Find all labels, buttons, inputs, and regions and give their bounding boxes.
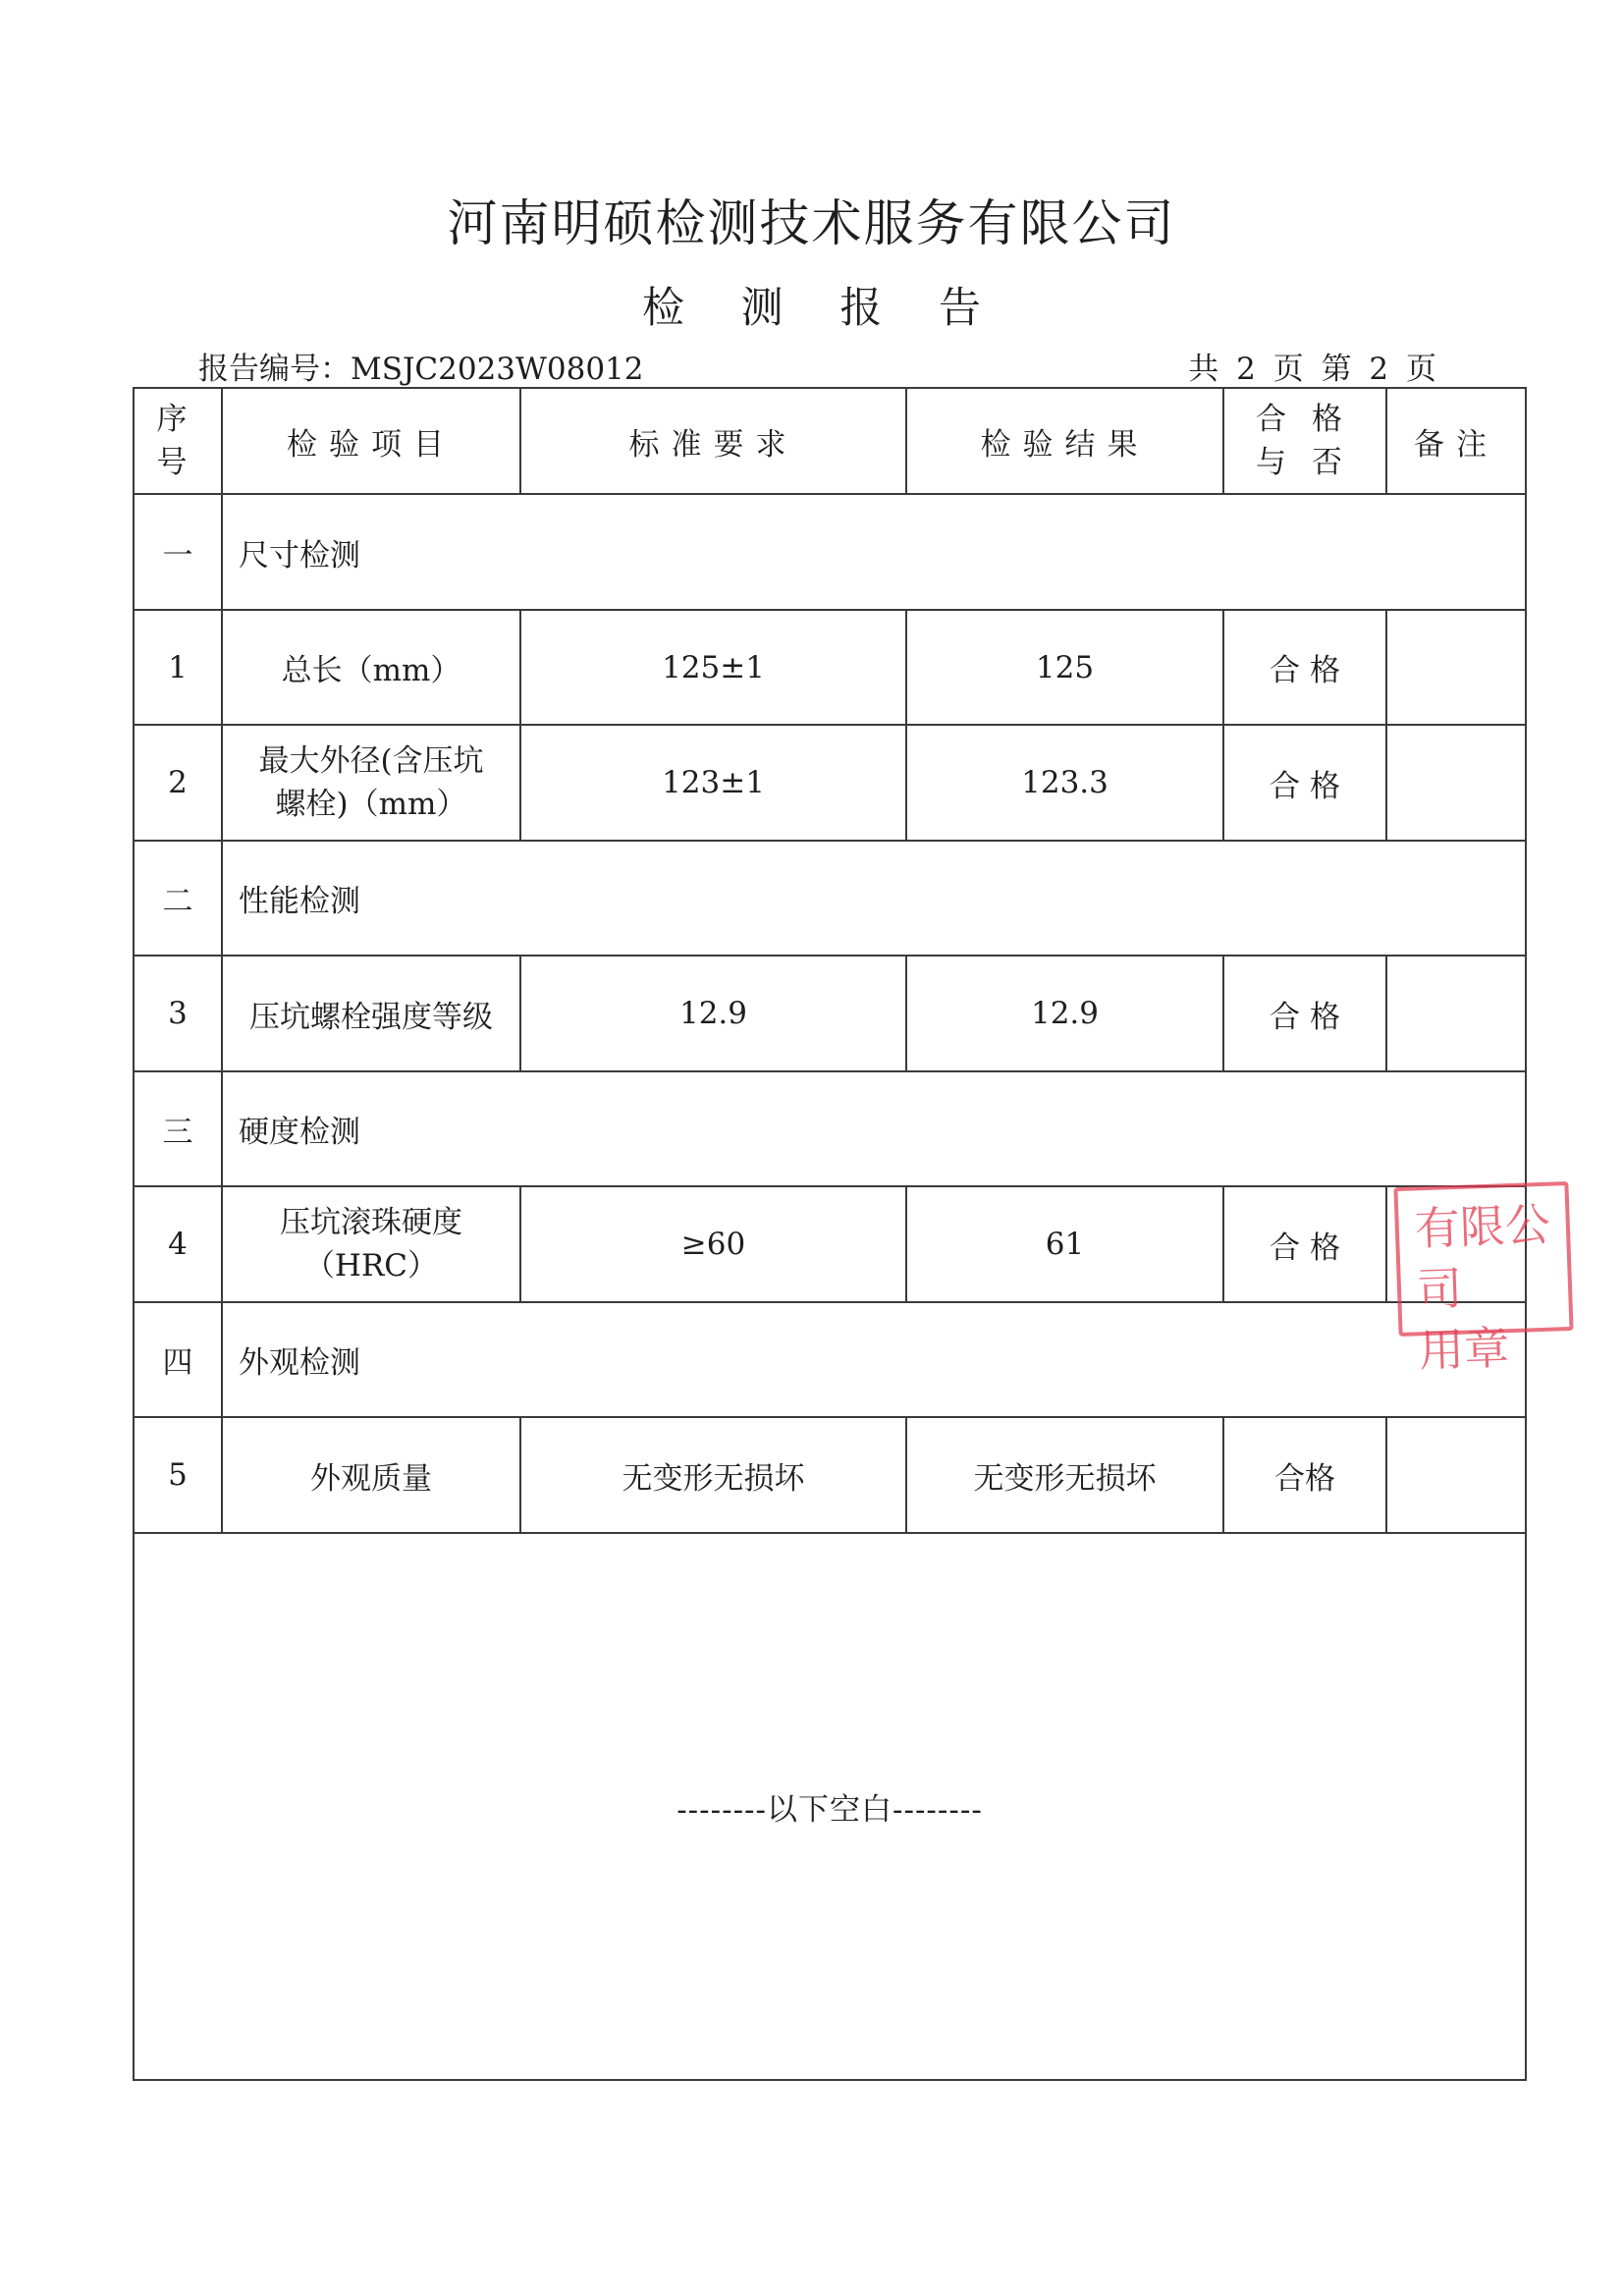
header-result: 检验结果 (906, 388, 1223, 494)
section-row (134, 841, 1526, 956)
header-seq-char: 序 (156, 402, 199, 437)
section-title: 性能检测 (222, 841, 1526, 956)
section-row (134, 1071, 1526, 1186)
header-pass (1223, 388, 1386, 494)
table-row (134, 725, 1526, 841)
row-result: 无变形无损坏 (906, 1417, 1223, 1533)
section-number: 一 (134, 494, 222, 610)
row-standard: 123±1 (520, 725, 906, 841)
row-item: 压坑螺栓强度等级 (222, 956, 520, 1071)
row-remark (1386, 725, 1526, 841)
row-result: 61 (906, 1186, 1223, 1302)
row-seq: 1 (134, 610, 222, 725)
header-pass-char: 合 (1256, 402, 1298, 437)
table-row (134, 1186, 1526, 1302)
row-pass: 合格 (1223, 956, 1386, 1071)
section-title: 尺寸检测 (222, 494, 1526, 610)
row-standard: ≥60 (520, 1186, 906, 1302)
row-pass: 合格 (1223, 725, 1386, 841)
row-item-line: （HRC） (303, 1248, 439, 1284)
row-remark (1386, 1417, 1526, 1533)
table-row (134, 1417, 1526, 1533)
table-row (134, 610, 1526, 725)
blank-note: --------以下空白-------- (134, 1533, 1526, 2080)
row-pass: 合格 (1223, 610, 1386, 725)
section-number: 二 (134, 841, 222, 956)
section-number: 三 (134, 1071, 222, 1186)
row-standard: 无变形无损坏 (520, 1417, 906, 1533)
row-seq: 5 (134, 1417, 222, 1533)
row-seq: 4 (134, 1186, 222, 1302)
blank-area-row (134, 1533, 1526, 2080)
row-item-line: 最大外径(含压坑 (258, 743, 484, 779)
row-remark (1386, 956, 1526, 1071)
inspection-table (133, 387, 1527, 2081)
header-seq (134, 388, 222, 494)
table-header-row (134, 388, 1526, 494)
section-row (134, 494, 1526, 610)
row-seq: 3 (134, 956, 222, 1071)
section-row (134, 1302, 1526, 1417)
header-remark: 备注 (1386, 388, 1526, 494)
row-result: 12.9 (906, 956, 1223, 1071)
row-item-line: 螺栓)（mm） (275, 787, 467, 822)
header-pass-char: 与 (1256, 445, 1298, 480)
row-item (222, 725, 520, 841)
stamp-line: 有限公司 (1413, 1197, 1551, 1317)
page-indicator: 共 2 页 第 2 页 (1188, 352, 1440, 387)
section-number: 四 (134, 1302, 222, 1417)
row-pass: 合格 (1223, 1417, 1386, 1533)
row-seq: 2 (134, 725, 222, 841)
report-number: 报告编号：MSJC2023W08012 (198, 352, 644, 387)
row-result: 123.3 (906, 725, 1223, 841)
header-pass-char: 格 (1312, 402, 1354, 437)
row-standard: 125±1 (520, 610, 906, 725)
header-item: 检验项目 (222, 388, 520, 494)
company-name: 河南明硕检测技术服务有限公司 (447, 195, 1176, 253)
company-seal-stamp (1393, 1181, 1573, 1378)
header-standard: 标准要求 (520, 388, 906, 494)
row-item: 外观质量 (222, 1417, 520, 1533)
row-remark (1386, 610, 1526, 725)
report-title: 检 测 报 告 (641, 284, 1002, 333)
stamp-line: 用章 (1418, 1321, 1511, 1378)
row-item (222, 1186, 520, 1302)
row-item: 总长（mm） (222, 610, 520, 725)
row-pass: 合格 (1223, 1186, 1386, 1302)
section-title: 硬度检测 (222, 1071, 1526, 1186)
row-result: 125 (906, 610, 1223, 725)
header-pass-char: 否 (1312, 445, 1354, 480)
table-row (134, 956, 1526, 1071)
header-seq-char: 号 (156, 445, 199, 480)
row-standard: 12.9 (520, 956, 906, 1071)
row-item-line: 压坑滚珠硬度 (280, 1205, 462, 1240)
section-title: 外观检测 (222, 1302, 1526, 1417)
